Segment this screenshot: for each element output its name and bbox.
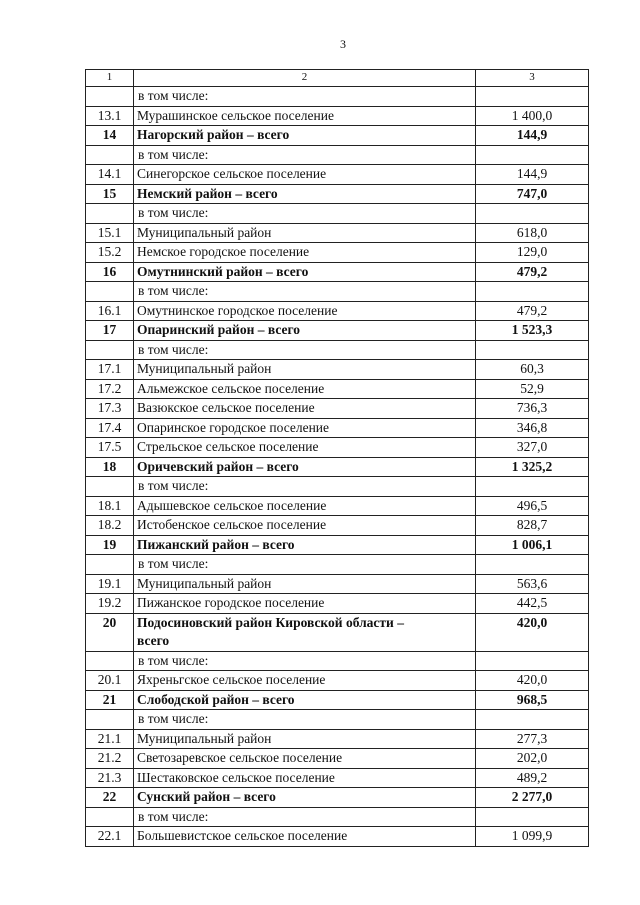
row-number-cell: 21.1 [86,729,134,749]
row-number-cell [86,477,134,497]
table-row [86,418,589,438]
including-row [86,282,589,302]
including-row [86,145,589,165]
row-name-cell: Подосиновский район Кировской области – всего [134,613,476,651]
row-value-cell: 60,3 [476,360,589,380]
row-value-cell: 442,5 [476,594,589,614]
row-value-cell: 144,9 [476,126,589,146]
table-row [86,399,589,419]
table-row [86,729,589,749]
row-value-cell [476,204,589,224]
row-number-cell: 14.1 [86,165,134,185]
row-number-cell: 20.1 [86,671,134,691]
row-number-cell: 13.1 [86,106,134,126]
column-header-number: 1 [86,70,134,87]
row-value-cell: 327,0 [476,438,589,458]
table-row [86,749,589,769]
including-row [86,87,589,107]
table-row [86,768,589,788]
row-name-cell: Омутнинский район – всего [134,262,476,282]
row-value-cell: 736,3 [476,399,589,419]
row-name-cell: Адышевское сельское поселение [134,496,476,516]
row-name-cell: Нагорский район – всего [134,126,476,146]
row-value-cell: 420,0 [476,671,589,691]
row-name-cell: Стрельское сельское поселение [134,438,476,458]
including-row [86,204,589,224]
row-value-cell: 479,2 [476,262,589,282]
row-value-cell: 968,5 [476,690,589,710]
row-name-cell: в том числе: [134,651,476,671]
table-row [86,106,589,126]
row-number-cell: 21.3 [86,768,134,788]
district-total-row [86,262,589,282]
row-value-cell: 1 006,1 [476,535,589,555]
row-number-cell: 19.2 [86,594,134,614]
row-name-cell: Муниципальный район [134,223,476,243]
row-number-cell: 22.1 [86,827,134,847]
table-row [86,574,589,594]
row-name-cell: Сунский район – всего [134,788,476,808]
row-number-cell: 16 [86,262,134,282]
district-total-row [86,321,589,341]
row-number-cell: 18 [86,457,134,477]
row-name-cell: Шестаковское сельское поселение [134,768,476,788]
row-value-cell: 346,8 [476,418,589,438]
row-number-cell: 15.2 [86,243,134,263]
row-value-cell: 1 523,3 [476,321,589,341]
row-value-cell: 202,0 [476,749,589,769]
row-value-cell [476,651,589,671]
row-value-cell: 618,0 [476,223,589,243]
row-value-cell [476,282,589,302]
table-header-row [86,70,589,87]
row-number-cell: 22 [86,788,134,808]
row-name-cell: Немское городское поселение [134,243,476,263]
row-name-cell: Пижанский район – всего [134,535,476,555]
row-number-cell [86,87,134,107]
table-row [86,243,589,263]
row-value-cell [476,340,589,360]
row-value-cell [476,87,589,107]
row-name-cell: Опаринское городское поселение [134,418,476,438]
row-number-cell: 19 [86,535,134,555]
row-value-cell: 129,0 [476,243,589,263]
row-value-cell: 1 400,0 [476,106,589,126]
row-name-cell: в том числе: [134,477,476,497]
row-number-cell [86,710,134,730]
row-value-cell: 479,2 [476,301,589,321]
row-name-cell: Оричевский район – всего [134,457,476,477]
row-number-cell: 18.1 [86,496,134,516]
row-number-cell: 17.3 [86,399,134,419]
row-number-cell: 21.2 [86,749,134,769]
table-row [86,165,589,185]
row-name-cell: Истобенское сельское поселение [134,516,476,536]
row-number-cell [86,807,134,827]
row-name-cell: в том числе: [134,555,476,575]
row-value-cell: 747,0 [476,184,589,204]
district-total-row [86,690,589,710]
row-name-cell: Яхреньгское сельское поселение [134,671,476,691]
row-value-cell: 496,5 [476,496,589,516]
row-name-cell: Большевистское сельское поселение [134,827,476,847]
row-number-cell [86,282,134,302]
row-name-cell: Муниципальный район [134,574,476,594]
table-row [86,438,589,458]
district-total-row [86,613,589,651]
including-row [86,807,589,827]
including-row [86,340,589,360]
table-row [86,827,589,847]
row-value-cell [476,477,589,497]
district-total-row [86,535,589,555]
district-total-row [86,184,589,204]
row-number-cell: 21 [86,690,134,710]
row-name-cell: Слободской район – всего [134,690,476,710]
row-value-cell: 52,9 [476,379,589,399]
district-total-row [86,457,589,477]
row-name-cell: Опаринский район – всего [134,321,476,341]
row-number-cell: 15 [86,184,134,204]
including-row [86,555,589,575]
row-number-cell: 20 [86,613,134,651]
row-name-cell: в том числе: [134,710,476,730]
row-number-cell [86,204,134,224]
row-number-cell [86,145,134,165]
row-number-cell: 19.1 [86,574,134,594]
row-value-cell [476,145,589,165]
allocation-table [85,69,589,847]
row-value-cell: 1 325,2 [476,457,589,477]
row-name-cell: Пижанское городское поселение [134,594,476,614]
row-value-cell: 563,6 [476,574,589,594]
table-row [86,301,589,321]
row-name-cell: Муниципальный район [134,360,476,380]
row-name-cell: Синегорское сельское поселение [134,165,476,185]
row-number-cell: 16.1 [86,301,134,321]
row-name-cell: Светозаревское сельское поселение [134,749,476,769]
row-name-cell: в том числе: [134,204,476,224]
row-name-cell: в том числе: [134,145,476,165]
row-value-cell: 828,7 [476,516,589,536]
row-value-cell: 420,0 [476,613,589,651]
table-row [86,223,589,243]
row-name-cell: Мурашинское сельское поселение [134,106,476,126]
column-header-value: 3 [476,70,589,87]
row-number-cell [86,340,134,360]
including-row [86,710,589,730]
row-name-cell: в том числе: [134,282,476,302]
table-row [86,516,589,536]
row-value-cell [476,710,589,730]
row-number-cell [86,555,134,575]
table-body [86,70,589,847]
row-value-cell [476,807,589,827]
table-row [86,360,589,380]
column-header-name: 2 [134,70,476,87]
including-row [86,651,589,671]
row-value-cell [476,555,589,575]
row-value-cell: 277,3 [476,729,589,749]
row-number-cell: 17.1 [86,360,134,380]
row-value-cell: 489,2 [476,768,589,788]
row-number-cell [86,651,134,671]
row-value-cell: 2 277,0 [476,788,589,808]
row-name-cell: Альмежское сельское поселение [134,379,476,399]
table-row [86,671,589,691]
row-name-cell: в том числе: [134,807,476,827]
row-number-cell: 17 [86,321,134,341]
row-value-cell: 1 099,9 [476,827,589,847]
district-total-row [86,126,589,146]
row-number-cell: 17.5 [86,438,134,458]
row-number-cell: 14 [86,126,134,146]
row-number-cell: 18.2 [86,516,134,536]
row-name-cell: в том числе: [134,340,476,360]
page-number: 3 [340,37,346,51]
table-row [86,496,589,516]
row-name-cell: Немский район – всего [134,184,476,204]
including-row [86,477,589,497]
row-name-cell: Омутнинское городское поселение [134,301,476,321]
row-number-cell: 17.4 [86,418,134,438]
district-total-row [86,788,589,808]
row-name-cell: в том числе: [134,87,476,107]
row-number-cell: 17.2 [86,379,134,399]
row-number-cell: 15.1 [86,223,134,243]
row-name-cell: Муниципальный район [134,729,476,749]
row-value-cell: 144,9 [476,165,589,185]
table-row [86,594,589,614]
table-row [86,379,589,399]
row-name-cell: Вазюкское сельское поселение [134,399,476,419]
